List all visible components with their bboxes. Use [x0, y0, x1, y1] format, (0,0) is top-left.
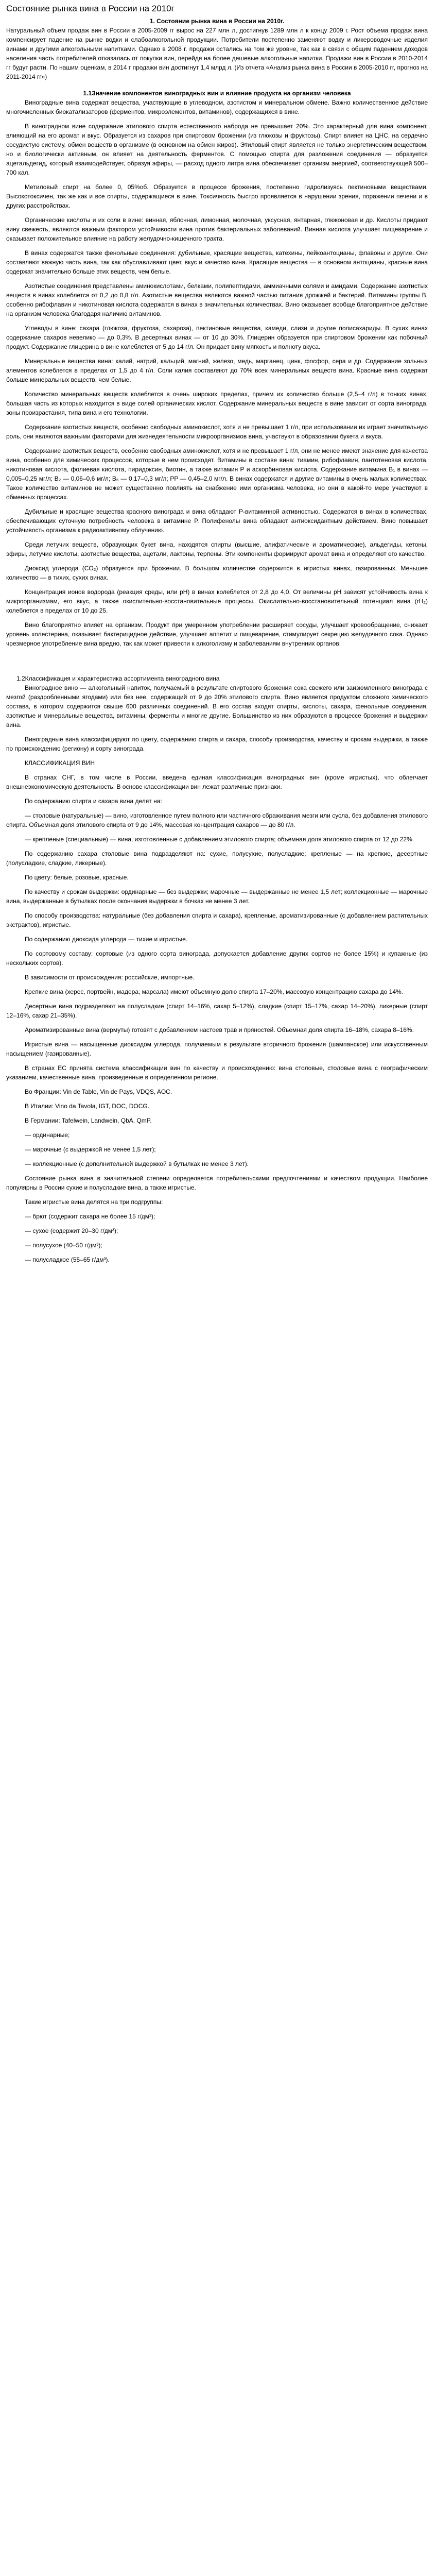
- paragraph: По содержанию спирта и сахара вина делят на:: [25, 798, 162, 805]
- document-page: [0, 0, 436, 1264]
- paragraph: Минеральные вещества вина: калий, натрий, кальций, магний, железо, медь, марганец, цинк, фосфор, сера и др. Содержание зольных элементов колеблется в пределах от 1,5 до 4 г/л. Соли калия составляют до 70% всех минеральных веществ вина. Красные вина содержат больше минеральных веществ, чем белые.: [6, 358, 428, 383]
- section-1-2-tail: [6, 1174, 428, 1264]
- paragraph: Вино благоприятно влияет на организм. Продукт при умеренном употреблении расширяет сосуды, улучшает кровообращение, снижает уровень холестерина, оказывает бактерицидное действие, улучшает аппетит и пищеварение, стимулирует секрецию желудочного сока. Однако чрезмерное употребление вина вредно, так как может привести к алкоголизму и заболеваниям внутренних органов.: [6, 621, 428, 647]
- paragraph: Виноградные вина содержат вещества, участвующие в углеводном, азотистом и минеральном обмене. Важно количественное действие многочисленных биокатализаторов (ферментов, микроэлементов, витаминов), содержащихся в вине.: [6, 99, 428, 115]
- list-item: — коллекционные (с дополнительной выдержкой в бутылках не менее 3 лет).: [25, 1160, 249, 1167]
- paragraph: По способу производства: натуральные (без добавления спирта и сахара), крепленые, ароматизированные (с добавлением растительных экстрактов), игристые.: [6, 912, 428, 928]
- paragraph: Содержание азотистых веществ, особенно свободных аминокислот, хотя и не превышает 1 г/л, они не менее имеют значение для качества вина, особенно для химических процессов, которые в нем происходят. Витамины в составе вина: тиамин, рибофлавин, пантотеновая кислота, никотиновая кислота, фолиевая кислота, пиридоксин, биотин, а также витамин Р и аскорбиновая кислота. Содержание витамина В₁ в винах — 0,005–0,25 мг/л; В₂ — 0,06–0,6 мг/л; В₆ — 0,17–0,3 мг/л; РР — 0,45–2,0 мг/л. В винах содержатся и другие витамины в очень малых количествах. Такое количество витаминов не может существенно повлиять на снабжение ими организма человека, но они в какой-то мере участвуют в обменных процессах.: [6, 447, 428, 501]
- paragraph: В винах содержатся также фенольные соединения: дубильные, красящие вещества, катехины, лейкоантоцианы, флавоны и другие. Они составляют важную часть вина, так как обуславливают цвет, вкус и качество вина. Красящие вещества — в основном антоцианы, красные вина содержат значительно больше этих веществ, чем белые.: [6, 249, 428, 275]
- paragraph: Дубильные и красящие вещества красного винограда и вина обладают Р-витаминной активностью. Содержатся в винах в количествах, обеспечивающих суточную потребность человека в витамине Р. Полифенолы вина обладают антиоксидантным действием. Вино повышает устойчивость организма к радиоактивному облучению.: [6, 508, 428, 534]
- paragraph: — столовые (натуральные) — вино, изготовленное путем полного или частичного сбраживания мезги или сусла, без добавления этилового спирта. Объемная доля этилового спирта от 9 до 14%, массовая концентрация сахаров — до 80 г/л.: [6, 812, 428, 828]
- paragraph: В Германии: Tafelwein, Landwein, QbA, QmP.: [25, 1117, 152, 1124]
- paragraph: — сухое (содержит 20–30 г/дм³);: [25, 1227, 118, 1234]
- paragraph: Такие игристые вина делятся на три подгруппы:: [25, 1198, 163, 1206]
- paragraph: Виноградное вино — алкогольный напиток, получаемый в результате спиртового брожения сока свежего или заизюмленного винограда с мезгой (раздробленными ягодами) или без нее, содержащий от 9 до 20% этилового спирта. Вино является продуктом сложного химического состава, в котором содержится свыше 600 различных соединений. В его состав входят спирты, кислоты, сахара, фенольные соединения, азотистые и минеральные вещества, витамины, ферменты и многие другие. Большинство из них образуются в процессе брожения и выдержки вина.: [6, 684, 428, 728]
- paragraph: Среди летучих веществ, образующих букет вина, находятся спирты (высшие, алифатические и ароматические), альдегиды, кетоны, эфиры, летучие кислоты, азотистые вещества, ацетали, лактоны, терпены. Эти компоненты формируют аромат вина и определяют его качество.: [6, 541, 428, 557]
- paragraph: Крепкие вина (херес, портвейн, мадера, марсала) имеют объемную долю спирта 17–20%, массовую концентрацию сахара до 14%.: [25, 988, 404, 995]
- list-item: — марочные (с выдержкой не менее 1,5 лет);: [25, 1146, 156, 1153]
- section-1-2-list: [6, 1130, 428, 1168]
- paragraph: — крепленые (специальные) — вина, изготовленные с добавлением этилового спирта; объемная доля этилового спирта от 12 до 22%.: [25, 836, 414, 843]
- list-item: — ординарные;: [25, 1131, 70, 1139]
- section-1-2-body: [6, 683, 428, 1125]
- paragraph: Содержание азотистых веществ, особенно свободных аминокислот, хотя и не превышает 1 г/л, при использовании их играет значительную роль, они являются важными факторами для жизнедеятельности микроорганизмов вина, участвуют в образовании букета и вкуса.: [6, 423, 428, 440]
- section-1-2-heading: 1.2Классификация и характеристика ассортимента виноградного вина: [16, 675, 220, 682]
- paragraph: По сортовому составу: сортовые (из одного сорта винограда, допускается добавление других сортов не более 15%) и купажные (из нескольких сортов).: [6, 950, 428, 967]
- paragraph: — полусухое (40–50 г/дм³);: [25, 1242, 102, 1249]
- paragraph: — брют (содержит сахара не более 15 г/дм³);: [25, 1213, 155, 1220]
- section-1-heading: 1. Состояние рынка вина в России на 2010г.: [149, 18, 285, 25]
- section-1-1-body: [6, 98, 428, 648]
- paragraph: Органические кислоты и их соли в вине: винная, яблочная, лимонная, молочная, уксусная, янтарная, глюконовая и др. Кислоты придают вину свежесть, являются важным фактором устойчивости вина против бактериальных заболеваний. Винная кислота улучшает пищеварение и оказывает положительное влияние на работу желудочно-кишечного тракта.: [6, 216, 428, 242]
- paragraph: Концентрация ионов водорода (реакция среды, или pH) в винах колеблется от 2,8 до 4,0. От величины pH зависят устойчивость вина к микроорганизмам, его вкус, а также окислительно-восстановительные процессы. Окислительно-восстановительный потенциал вина (rH₂) колеблется в пределах от 10 до 25.: [6, 588, 428, 614]
- paragraph: В зависимости от происхождения: российские, импортные.: [25, 974, 195, 981]
- paragraph: КЛАССИФИКАЦИЯ ВИН: [25, 759, 95, 767]
- paragraph: В странах СНГ, в том числе в России, введена единая классификация виноградных вин (кроме игристых), что облегчает внешнеэкономическую деятельность. В основе классификации вин лежат различные признаки.: [6, 774, 428, 790]
- section-1-paragraph: Натуральный объем продаж вин в России в 2005-2009 гг вырос на 227 млн л, достигнув 1289 млн л к концу 2009 г. Рост объема продаж вина компенсирует падение на рынке водки и слабоалкогольной продукции. Потребители постепенно заменяют водку и ликероводочные изделия винами и другими алкогольными напитками. Однако в 2008 г. продажи остались на том же уровне, так как в связи с общим падением доходов населения часть потребителей отказалась от покупки вин, перейдя на более дешевые алкогольные напитки. Продажи вин в России в 2010-2014 гг будут расти. По нашим оценкам, в 2014 г продажи вин достигнут 1,4 млрд л. (Из отчета «Анализ рынка вина в России в 2005-2010 гг, прогноз на 2011-2014 гг»): [6, 27, 428, 80]
- paragraph: По цвету: белые, розовые, красные.: [25, 874, 129, 881]
- paragraph: В виноградном вине содержание этилового спирта естественного наброда не превышает 20%. Это характерный для вина компонент, влияющий на его аромат и вкус. Образуется из сахаров при спиртовом брожении (из глюкозы и фруктозы). Спирт влияет на ЦНС, на сердечно сосудистую систему, обмен веществ в организме (в основном на обмен жиров). Этиловый спирт является не только энергетическим веществом, но и биологически активным, он влияет на деятельность ферментов. С помощью спирта для разложения соединения — образуется ацетальдегид, который взаимодействует, образуя эфиры, — расход одного литра вина обеспечивает организм энергией, соответствующей 500–700 кал.: [6, 123, 428, 176]
- paragraph: В Италии: Vino da Tavola, IGT, DOC, DOCG.: [25, 1103, 150, 1110]
- paragraph: По качеству и срокам выдержки: ординарные — без выдержки; марочные — выдержанные не менее 1,5 лет; коллекционные — марочные вина, выдержанные в бутылках после окончания выдержки в бочках не менее 3 лет.: [6, 888, 428, 905]
- paragraph: Метиловый спирт на более 0, 05%об. Образуется в процессе брожения, постепенно гидролизуясь пектиновыми веществами. Высокотоксичен, так же как и все спирты, содержащиеся в вине. Токсичность быстро проявляется в нарушении зрения, поражении печени и в других расстройствах.: [6, 183, 428, 209]
- page-title: Состояние рынка вина в России на 2010г: [6, 4, 175, 13]
- paragraph: Игристые вина — насыщенные диоксидом углерода, получаемым в результате вторичного брожения (шампанское) или искусственным насыщением (газированные).: [6, 1041, 428, 1057]
- paragraph: Виноградные вина классифицируют по цвету, содержанию спирта и сахара, способу производства, качеству и срокам выдержки, а также по происхождению (региону) и сорту винограда.: [6, 736, 428, 752]
- paragraph: Десертные вина подразделяют на полусладкие (спирт 14–16%, сахар 5–12%), сладкие (спирт 15–17%, сахар 14–20%), ликерные (спирт 12–16%, сахар 21–35%).: [6, 1003, 428, 1019]
- paragraph: Ароматизированные вина (вермуты) готовят с добавлением настоев трав и пряностей. Объемная доля спирта 16–18%, сахара 8–16%.: [25, 1026, 414, 1033]
- paragraph: Количество минеральных веществ колеблется в очень широких пределах, причем их количество больше (2,5–4 г/л) в тонких винах, большая часть из которых находится в виде солей органических кислот. Содержание минеральных веществ в вине зависит от сорта винограда, зоны произрастания, типа вина и его технологии.: [6, 391, 428, 416]
- paragraph: По содержанию сахара столовые вина подразделяют на: сухие, полусухие, полусладкие; крепленые — на крепкие, десертные (полусладкие, сладкие, ликерные).: [6, 850, 428, 867]
- paragraph: Азотистые соединения представлены аминокислотами, белками, полипептидами, аммиачными солями и амидами. Содержание азотистых веществ в винах колеблется от 0,2 до 0,8 г/л. Азотистые вещества являются важной частью питания дрожжей и бактерий. Витамины группы В, особенно рибофлавин и никотиновая кислота содержатся в винах в значительных количествах. Вино оказывает вообще благоприятное действие на организм человека благодаря наличию витаминов.: [6, 282, 428, 317]
- paragraph: Состояние рынка вина в значительной степени определяется потребительскими предпочтениями и качеством продукции. Наиболее популярны в России сухие и полусладкие вина, а также игристые.: [6, 1175, 428, 1191]
- paragraph: — полусладкое (55–65 г/дм³).: [25, 1256, 110, 1263]
- paragraph: Во Франции: Vin de Table, Vin de Pays, VDQS, AOC.: [25, 1088, 172, 1095]
- paragraph: По содержанию диоксида углерода — тихие и игристые.: [25, 936, 188, 943]
- paragraph: Углеводы в вине: сахара (глюкоза, фруктоза, сахароза), пектиновые вещества, камеди, слизи и другие полисахариды. В сухих винах содержание сахаров невелико — до 0,3%. В десертных винах — от 10 до 30%. Глицерин образуется при спиртовом брожении как побочный продукт. Содержание глицерина в вине колеблется от 5 до 14 г/л. Он придает вину мягкость и полноту вкуса.: [6, 325, 428, 350]
- section-1-1-heading: 1.1Значение компонентов виноградных вин и влияние продукта на организм человека: [83, 90, 351, 97]
- paragraph: В странах ЕС принята система классификации вин по качеству и происхождению: вина столовые, столовые вина с географическим указанием, качественные вина, произведенные в определенном регионе.: [6, 1064, 428, 1081]
- paragraph: Диоксид углерода (CO₂) образуется при брожении. В большом количестве содержится в игристых винах, газированных. Меньшее количество — в тихих, сухих винах.: [6, 565, 428, 581]
